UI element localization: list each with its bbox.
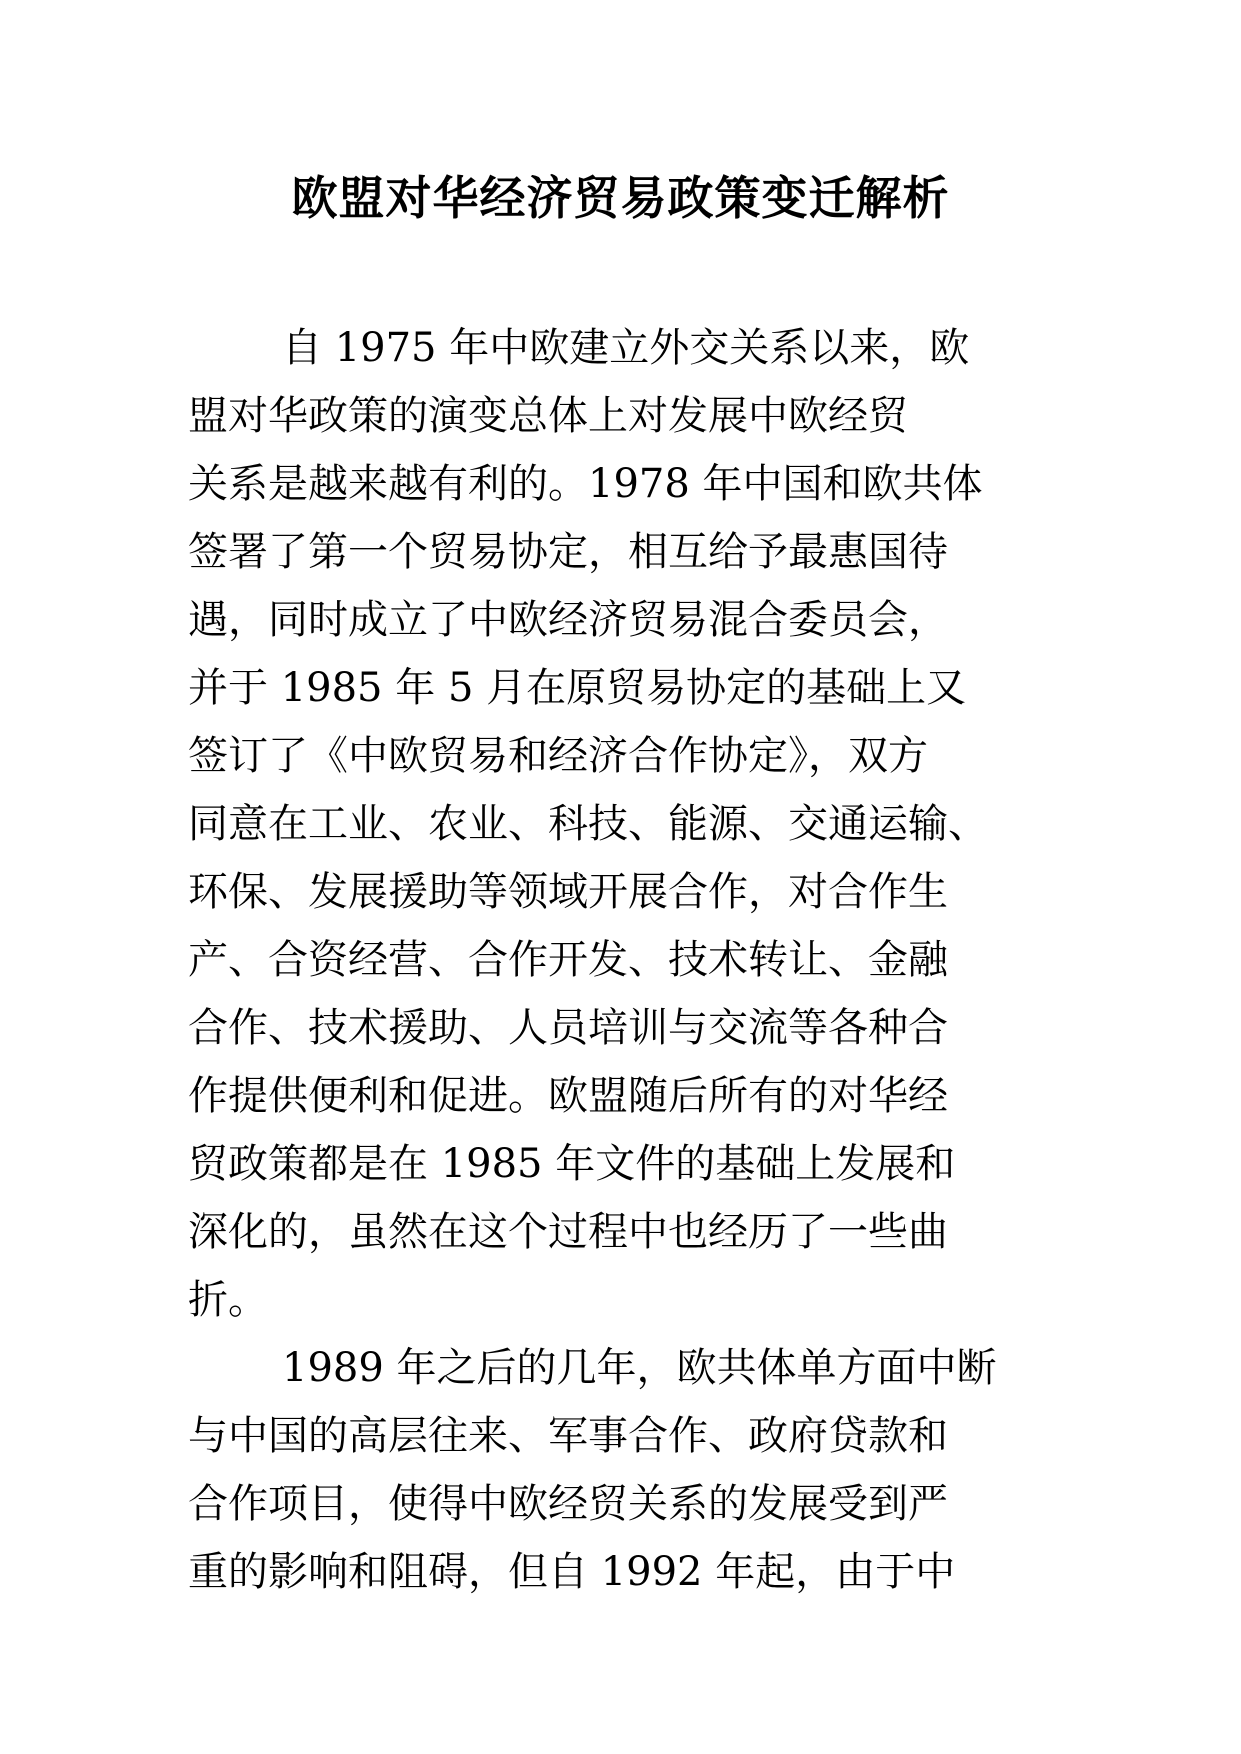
text-line: 产、合资经营、合作开发、技术转让、金融 [188, 937, 948, 983]
text-line: 重的影响和阻碍，但自 1992 年起，由于中 [188, 1549, 956, 1595]
text-line: 1989 年之后的几年，欧共体单方面中断 [282, 1345, 997, 1391]
text-line: 遇，同时成立了中欧经济贸易混合委员会， [188, 597, 948, 643]
paragraph-1 [188, 314, 1068, 1334]
text-line: 深化的，虽然在这个过程中也经历了一些曲 [188, 1209, 948, 1255]
text-line: 盟对华政策的演变总体上对发展中欧经贸 [188, 393, 908, 439]
text-line: 自 1975 年中欧建立外交关系以来，欧 [282, 325, 970, 371]
text-line: 签署了第一个贸易协定，相互给予最惠国待 [188, 529, 948, 575]
text-line: 签订了《中欧贸易和经济合作协定》，双方 [188, 733, 928, 779]
text-line: 并于 1985 年 5 月在原贸易协定的基础上又 [188, 665, 967, 711]
text-line: 贸政策都是在 1985 年文件的基础上发展和 [188, 1141, 956, 1187]
paragraph-2 [188, 1334, 1068, 1606]
text-line: 同意在工业、农业、科技、能源、交通运输、 [188, 801, 988, 847]
text-line: 作提供便利和促进。欧盟随后所有的对华经 [188, 1073, 948, 1119]
document-title: 欧盟对华经济贸易政策变迁解析 [291, 171, 950, 225]
text-line: 与中国的高层往来、军事合作、政府贷款和 [188, 1413, 948, 1459]
text-line: 关系是越来越有利的。1978 年中国和欧共体 [188, 461, 983, 507]
text-line: 折。 [188, 1277, 268, 1323]
text-line: 环保、发展援助等领域开展合作，对合作生 [188, 869, 948, 915]
document-body [188, 314, 1068, 1606]
text-line: 合作项目，使得中欧经贸关系的发展受到严 [188, 1481, 948, 1527]
text-line: 合作、技术援助、人员培训与交流等各种合 [188, 1005, 948, 1051]
